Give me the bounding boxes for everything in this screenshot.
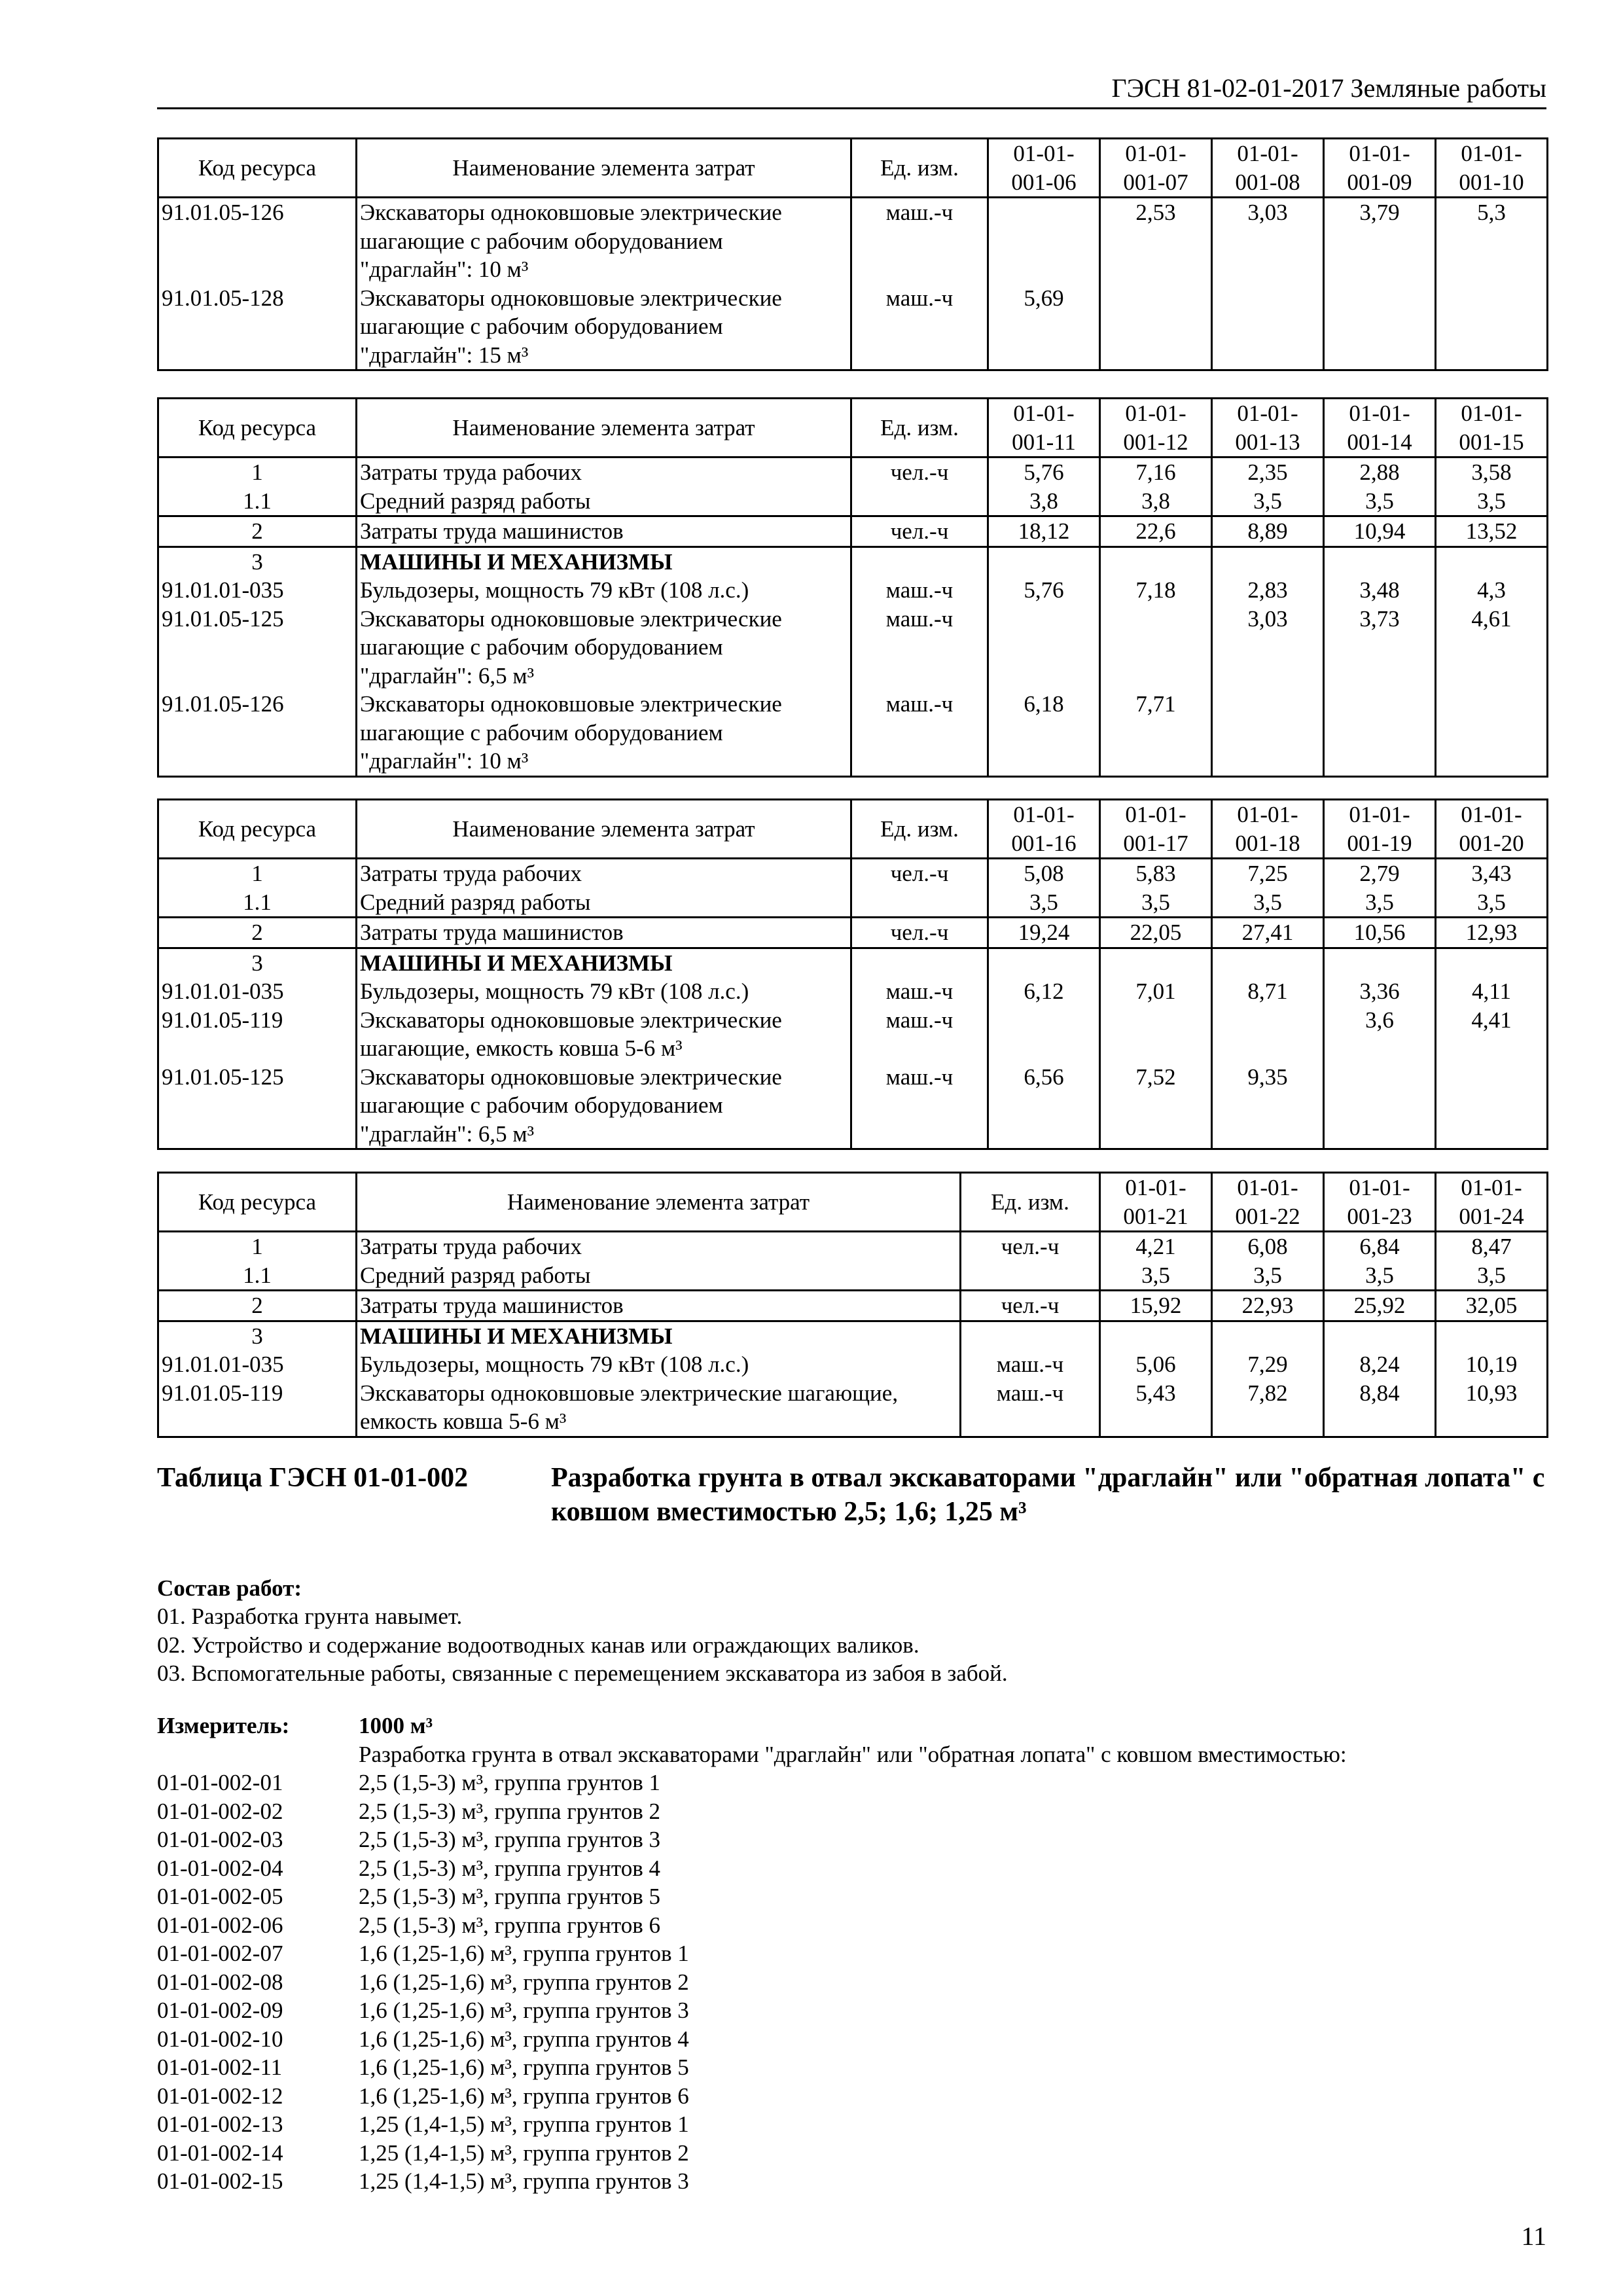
resource-name: Средний разряд работы [357, 888, 851, 918]
resource-value: 10,19 [1436, 1350, 1548, 1379]
col-header-name: Наименование элемента затрат [357, 800, 851, 859]
resource-name: Экскаваторы одноковшовые электрические шагающие с рабочим оборудованием "драглайн": 15 м³ [357, 284, 851, 370]
resource-value: 4,3 [1436, 576, 1548, 605]
resource-value: 4,11 [1436, 977, 1548, 1006]
resource-value [1212, 948, 1324, 977]
norm-description: 1,6 (1,25-1,6) м³, группа грунтов 3 [359, 1998, 689, 2023]
norm-description: 1,6 (1,25-1,6) м³, группа грунтов 5 [359, 2054, 689, 2080]
resource-value [1212, 284, 1324, 370]
resource-value: 3,5 [1100, 888, 1212, 918]
norm-code: 01-01-002-10 [157, 2026, 283, 2052]
resource-code: 3 [158, 547, 357, 576]
resource-code: 91.01.05-126 [158, 198, 357, 284]
resource-value: 8,89 [1212, 516, 1324, 547]
resource-value [1212, 1006, 1324, 1063]
resource-value: 7,01 [1100, 977, 1212, 1006]
resource-code: 91.01.01-035 [158, 576, 357, 605]
resource-name: Средний разряд работы [357, 487, 851, 516]
resource-value [988, 547, 1100, 576]
table-title: Разработка грунта в отвал экскаваторами "драглайн" или "обратная лопата" с ковшом вместимостью 2,5; 1,6; 1,25 м³ [551, 1463, 1545, 1527]
resource-unit: маш.-ч [851, 198, 988, 284]
resource-name: Бульдозеры, мощность 79 кВт (108 л.с.) [357, 1350, 961, 1379]
col-header-name: Наименование элемента затрат [357, 399, 851, 457]
col-header-norm: 01-01- 001-14 [1324, 399, 1436, 457]
table-row [158, 457, 1548, 487]
norm-description: 2,5 (1,5-3) м³, группа грунтов 2 [359, 1798, 660, 1824]
col-header-norm: 01-01- 001-19 [1324, 800, 1436, 859]
resource-value: 2,79 [1324, 859, 1436, 888]
resource-unit: маш.-ч [851, 690, 988, 776]
norm-description: 1,6 (1,25-1,6) м³, группа грунтов 1 [359, 1941, 689, 1966]
resource-unit: чел.-ч [961, 1232, 1100, 1261]
resource-value: 2,88 [1324, 457, 1436, 487]
work-composition-item: 02. Устройство и содержание водоотводных канав или ограждающих валиков. [157, 1632, 919, 1658]
work-composition-item: 03. Вспомогательные работы, связанные с перемещением экскаватора из забоя в забой. [157, 1660, 1008, 1686]
norm-description: 2,5 (1,5-3) м³, группа грунтов 1 [359, 1770, 660, 1795]
resource-value: 22,93 [1212, 1291, 1324, 1321]
page-header-title: ГЭСН 81-02-01-2017 Земляные работы [1111, 73, 1546, 103]
resource-value: 32,05 [1436, 1291, 1548, 1321]
resource-unit [851, 487, 988, 516]
resource-value: 3,36 [1324, 977, 1436, 1006]
table-row [158, 888, 1548, 918]
table-header-row [158, 800, 1548, 859]
resource-value: 10,56 [1324, 918, 1436, 948]
norm-code: 01-01-002-03 [157, 1827, 283, 1852]
col-header-unit: Ед. изм. [851, 800, 988, 859]
resource-code: 2 [158, 918, 357, 948]
work-composition-item: 01. Разработка грунта навымет. [157, 1604, 463, 1629]
col-header-norm: 01-01- 001-24 [1436, 1173, 1548, 1232]
resource-value [1212, 547, 1324, 576]
resource-value: 5,3 [1436, 198, 1548, 284]
resource-value: 3,5 [988, 888, 1100, 918]
norm-description: 1,25 (1,4-1,5) м³, группа грунтов 1 [359, 2111, 689, 2137]
resource-unit [851, 888, 988, 918]
resource-value: 3,5 [1436, 1261, 1548, 1291]
norm-code: 01-01-002-09 [157, 1998, 283, 2023]
resource-value: 8,24 [1324, 1350, 1436, 1379]
resource-value: 10,93 [1436, 1379, 1548, 1437]
resource-unit: маш.-ч [851, 1006, 988, 1063]
col-header-norm: 01-01- 001-21 [1100, 1173, 1212, 1232]
col-header-norm: 01-01- 001-10 [1436, 139, 1548, 198]
resource-value [1436, 1063, 1548, 1149]
table-row [158, 284, 1548, 370]
resource-value: 3,58 [1436, 457, 1548, 487]
resource-name: Экскаваторы одноковшовые электрические шагающие с рабочим оборудованием "драглайн": 10 м³ [357, 198, 851, 284]
resource-value: 7,16 [1100, 457, 1212, 487]
col-header-norm: 01-01- 001-09 [1324, 139, 1436, 198]
norm-code: 01-01-002-12 [157, 2083, 283, 2109]
resource-value: 7,52 [1100, 1063, 1212, 1149]
resource-value: 3,03 [1212, 198, 1324, 284]
col-header-norm: 01-01- 001-23 [1324, 1173, 1436, 1232]
resource-unit [851, 948, 988, 977]
norm-code: 01-01-002-08 [157, 1969, 283, 1995]
resource-value: 5,83 [1100, 859, 1212, 888]
resource-code: 3 [158, 948, 357, 977]
resource-unit: чел.-ч [851, 918, 988, 948]
resource-value: 6,56 [988, 1063, 1100, 1149]
norm-code: 01-01-002-05 [157, 1884, 283, 1909]
resource-value: 15,92 [1100, 1291, 1212, 1321]
resource-value: 5,06 [1100, 1350, 1212, 1379]
page-number: 11 [1521, 2221, 1546, 2251]
resource-value [1324, 1063, 1436, 1149]
resource-value: 3,8 [1100, 487, 1212, 516]
resource-code: 91.01.05-125 [158, 1063, 357, 1149]
norm-code: 01-01-002-14 [157, 2140, 283, 2166]
col-header-norm: 01-01- 001-07 [1100, 139, 1212, 198]
table-row [158, 1232, 1548, 1261]
resource-value: 2,35 [1212, 457, 1324, 487]
resource-value [1324, 547, 1436, 576]
norm-code: 01-01-002-11 [157, 2054, 283, 2080]
resource-value: 6,08 [1212, 1232, 1324, 1261]
col-header-norm: 01-01- 001-16 [988, 800, 1100, 859]
resource-value: 3,5 [1324, 487, 1436, 516]
col-header-norm: 01-01- 001-06 [988, 139, 1100, 198]
work-composition-list [157, 1602, 1008, 1688]
resource-code: 3 [158, 1321, 357, 1350]
resource-unit: маш.-ч [961, 1379, 1100, 1437]
resource-code: 91.01.05-128 [158, 284, 357, 370]
resource-code: 91.01.05-126 [158, 690, 357, 776]
resource-value: 5,76 [988, 457, 1100, 487]
col-header-norm: 01-01- 001-13 [1212, 399, 1324, 457]
resource-value [1436, 948, 1548, 977]
resource-name: Затраты труда рабочих [357, 457, 851, 487]
resource-value: 7,71 [1100, 690, 1212, 776]
table-row [158, 859, 1548, 888]
table-row [158, 977, 1548, 1006]
resource-value: 25,92 [1324, 1291, 1436, 1321]
table-row [158, 516, 1548, 547]
resource-unit [961, 1261, 1100, 1291]
table-row [158, 1379, 1548, 1437]
norm-code: 01-01-002-02 [157, 1798, 283, 1824]
col-header-unit: Ед. изм. [851, 139, 988, 198]
resource-value [988, 605, 1100, 691]
resource-value [1100, 1321, 1212, 1350]
resource-name: Затраты труда машинистов [357, 516, 851, 547]
resource-value: 3,5 [1324, 888, 1436, 918]
norm-description: 1,6 (1,25-1,6) м³, группа грунтов 2 [359, 1969, 689, 1995]
resource-value: 7,25 [1212, 859, 1324, 888]
resource-value [1100, 948, 1212, 977]
resource-table-1 [157, 137, 1548, 371]
resource-value: 3,5 [1212, 1261, 1324, 1291]
resource-name: Бульдозеры, мощность 79 кВт (108 л.с.) [357, 576, 851, 605]
resource-unit: маш.-ч [851, 605, 988, 691]
table-row [158, 1006, 1548, 1063]
norm-code: 01-01-002-15 [157, 2168, 283, 2194]
resource-code: 1 [158, 457, 357, 487]
col-header-code: Код ресурса [158, 139, 357, 198]
resource-value [988, 198, 1100, 284]
resource-unit: чел.-ч [851, 516, 988, 547]
resource-name: Экскаваторы одноковшовые электрические шагающие, емкость ковша 5-6 м³ [357, 1379, 961, 1437]
resource-unit [851, 547, 988, 576]
col-header-code: Код ресурса [158, 399, 357, 457]
resource-value [988, 948, 1100, 977]
col-header-norm: 01-01- 001-08 [1212, 139, 1324, 198]
resource-value: 3,5 [1100, 1261, 1212, 1291]
resource-table-3 [157, 798, 1548, 1150]
resource-code: 91.01.01-035 [158, 977, 357, 1006]
resource-value: 5,69 [988, 284, 1100, 370]
norm-code: 01-01-002-01 [157, 1770, 283, 1795]
measure-description: Разработка грунта в отвал экскаваторами "драглайн" или "обратная лопата" с ковшом вместимостью: [359, 1742, 1347, 1767]
table-row [158, 1063, 1548, 1149]
table-row [158, 547, 1548, 576]
resource-value [1436, 284, 1548, 370]
resource-value: 2,53 [1100, 198, 1212, 284]
resource-table-4 [157, 1172, 1548, 1438]
resource-value: 3,5 [1324, 1261, 1436, 1291]
col-header-norm: 01-01- 001-11 [988, 399, 1100, 457]
resource-value: 19,24 [988, 918, 1100, 948]
resource-value: 8,84 [1324, 1379, 1436, 1437]
resource-value [988, 1006, 1100, 1063]
table-header-row [158, 1173, 1548, 1232]
col-header-name: Наименование элемента затрат [357, 1173, 961, 1232]
resource-value: 7,18 [1100, 576, 1212, 605]
header-rule [157, 107, 1546, 109]
resource-value: 6,12 [988, 977, 1100, 1006]
col-header-norm: 01-01- 001-15 [1436, 399, 1548, 457]
resource-code: 91.01.05-119 [158, 1006, 357, 1063]
resource-value: 5,43 [1100, 1379, 1212, 1437]
resource-name: Экскаваторы одноковшовые электрические шагающие с рабочим оборудованием "драглайн": 10 м³ [357, 690, 851, 776]
resource-value: 22,6 [1100, 516, 1212, 547]
resource-value: 4,41 [1436, 1006, 1548, 1063]
col-header-norm: 01-01- 001-20 [1436, 800, 1548, 859]
resource-table-2 [157, 397, 1548, 778]
resource-value [1436, 690, 1548, 776]
table-header-row [158, 399, 1548, 457]
resource-value: 22,05 [1100, 918, 1212, 948]
resource-value: 7,82 [1212, 1379, 1324, 1437]
resource-unit: чел.-ч [851, 859, 988, 888]
resource-code: 1.1 [158, 487, 357, 516]
resource-value: 3,73 [1324, 605, 1436, 691]
norm-description: 2,5 (1,5-3) м³, группа грунтов 4 [359, 1855, 660, 1881]
resource-value [1100, 605, 1212, 691]
norm-code: 01-01-002-13 [157, 2111, 283, 2137]
resource-name: Средний разряд работы [357, 1261, 961, 1291]
resource-name: Экскаваторы одноковшовые электрические шагающие с рабочим оборудованием "драглайн": 6,5 м³ [357, 1063, 851, 1149]
resource-value: 3,79 [1324, 198, 1436, 284]
norm-code: 01-01-002-07 [157, 1941, 283, 1966]
resource-value: 3,8 [988, 487, 1100, 516]
col-header-unit: Ед. изм. [851, 399, 988, 457]
col-header-norm: 01-01- 001-17 [1100, 800, 1212, 859]
table-row [158, 487, 1548, 516]
resource-code: 1 [158, 859, 357, 888]
resource-value: 2,83 [1212, 576, 1324, 605]
measure-value: 1000 м³ [359, 1713, 433, 1738]
resource-value: 4,21 [1100, 1232, 1212, 1261]
resource-value: 6,18 [988, 690, 1100, 776]
resource-code: 1.1 [158, 1261, 357, 1291]
resource-value: 3,43 [1436, 859, 1548, 888]
resource-value: 3,6 [1324, 1006, 1436, 1063]
resource-value: 10,94 [1324, 516, 1436, 547]
resource-value [1212, 1321, 1324, 1350]
table-label: Таблица ГЭСН 01-01-002 [157, 1463, 469, 1493]
col-header-unit: Ед. изм. [961, 1173, 1100, 1232]
norm-description: 2,5 (1,5-3) м³, группа грунтов 6 [359, 1912, 660, 1938]
resource-value: 8,71 [1212, 977, 1324, 1006]
table-row [158, 605, 1548, 691]
resource-code: 91.01.05-125 [158, 605, 357, 691]
norm-description: 2,5 (1,5-3) м³, группа грунтов 3 [359, 1827, 660, 1852]
resource-code: 1 [158, 1232, 357, 1261]
resource-value [1324, 948, 1436, 977]
resource-value [1100, 547, 1212, 576]
resource-value: 13,52 [1436, 516, 1548, 547]
resource-name: Затраты труда машинистов [357, 918, 851, 948]
resource-value: 7,29 [1212, 1350, 1324, 1379]
resource-unit: чел.-ч [961, 1291, 1100, 1321]
resource-value: 27,41 [1212, 918, 1324, 948]
resource-unit: чел.-ч [851, 457, 988, 487]
resource-name: Затраты труда машинистов [357, 1291, 961, 1321]
resource-value: 18,12 [988, 516, 1100, 547]
col-header-code: Код ресурса [158, 1173, 357, 1232]
work-composition-title: Состав работ: [157, 1575, 302, 1601]
norm-description: 1,25 (1,4-1,5) м³, группа грунтов 2 [359, 2140, 689, 2166]
table-row [158, 576, 1548, 605]
resource-unit: маш.-ч [851, 284, 988, 370]
resource-unit: маш.-ч [851, 576, 988, 605]
resource-code: 2 [158, 1291, 357, 1321]
resource-value [1436, 1321, 1548, 1350]
resource-value: 3,5 [1436, 487, 1548, 516]
table-row [158, 918, 1548, 948]
table-row [158, 690, 1548, 776]
resource-name: Экскаваторы одноковшовые электрические шагающие, емкость ковша 5-6 м³ [357, 1006, 851, 1063]
col-header-code: Код ресурса [158, 800, 357, 859]
col-header-norm: 01-01- 001-18 [1212, 800, 1324, 859]
resource-code: 1.1 [158, 888, 357, 918]
col-header-norm: 01-01- 001-22 [1212, 1173, 1324, 1232]
resource-value [1212, 690, 1324, 776]
resource-unit: маш.-ч [961, 1350, 1100, 1379]
resource-value: 3,03 [1212, 605, 1324, 691]
norm-description: 1,6 (1,25-1,6) м³, группа грунтов 4 [359, 2026, 689, 2052]
table-row [158, 1350, 1548, 1379]
resource-value: 5,76 [988, 576, 1100, 605]
table-row [158, 1321, 1548, 1350]
col-header-norm: 01-01- 001-12 [1100, 399, 1212, 457]
resource-value: 3,5 [1212, 888, 1324, 918]
table-row [158, 1261, 1548, 1291]
col-header-name: Наименование элемента затрат [357, 139, 851, 198]
resource-name: Затраты труда рабочих [357, 1232, 961, 1261]
resource-value: 6,84 [1324, 1232, 1436, 1261]
table-row [158, 198, 1548, 284]
table-header-row [158, 139, 1548, 198]
resource-value [1324, 284, 1436, 370]
norm-code: 01-01-002-04 [157, 1855, 283, 1881]
norm-description: 1,25 (1,4-1,5) м³, группа грунтов 3 [359, 2168, 689, 2194]
resource-unit: маш.-ч [851, 1063, 988, 1149]
resource-name: Затраты труда рабочих [357, 859, 851, 888]
resource-value: 3,5 [1212, 487, 1324, 516]
resource-value: 8,47 [1436, 1232, 1548, 1261]
resource-value: 3,48 [1324, 576, 1436, 605]
resource-name: Бульдозеры, мощность 79 кВт (108 л.с.) [357, 977, 851, 1006]
resource-code: 91.01.01-035 [158, 1350, 357, 1379]
resource-value: 9,35 [1212, 1063, 1324, 1149]
resource-unit: маш.-ч [851, 977, 988, 1006]
resource-value [1324, 1321, 1436, 1350]
norm-description: 1,6 (1,25-1,6) м³, группа грунтов 6 [359, 2083, 689, 2109]
resource-code: 2 [158, 516, 357, 547]
norm-description: 2,5 (1,5-3) м³, группа грунтов 5 [359, 1884, 660, 1909]
resource-unit [961, 1321, 1100, 1350]
resource-value: 3,5 [1436, 888, 1548, 918]
resource-name: МАШИНЫ И МЕХАНИЗМЫ [357, 948, 851, 977]
resource-value: 4,61 [1436, 605, 1548, 691]
norm-code: 01-01-002-06 [157, 1912, 283, 1938]
table-row [158, 1291, 1548, 1321]
resource-value [1100, 284, 1212, 370]
resource-value [1100, 1006, 1212, 1063]
resource-value: 5,08 [988, 859, 1100, 888]
resource-value: 12,93 [1436, 918, 1548, 948]
measure-label: Измеритель: [157, 1713, 290, 1738]
resource-name: Экскаваторы одноковшовые электрические шагающие с рабочим оборудованием "драглайн": 6,5 м³ [357, 605, 851, 691]
table-row [158, 948, 1548, 977]
resource-name: МАШИНЫ И МЕХАНИЗМЫ [357, 547, 851, 576]
resource-code: 91.01.05-119 [158, 1379, 357, 1437]
resource-value [1436, 547, 1548, 576]
resource-name: МАШИНЫ И МЕХАНИЗМЫ [357, 1321, 961, 1350]
resource-value [1324, 690, 1436, 776]
